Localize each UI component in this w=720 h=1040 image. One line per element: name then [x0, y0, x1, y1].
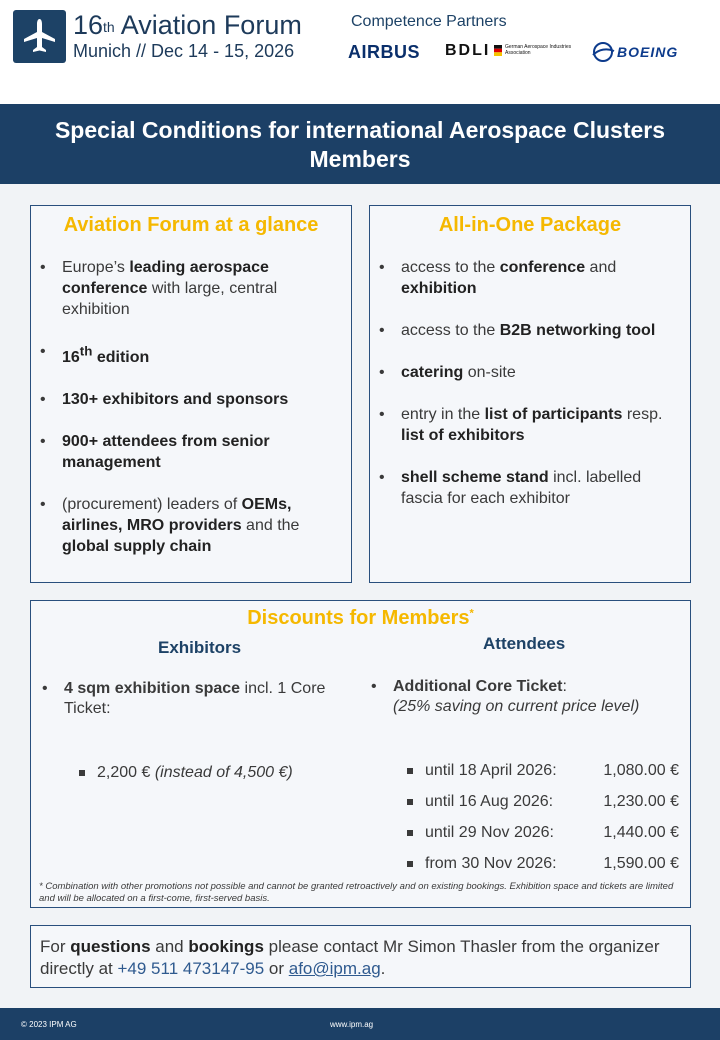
footnote: * Combination with other promotions not possible and cannot be granted retroactively and on existing bookings. Exhibition space and tickets are limited and will be allocated on a first-come, first-served basis. — [39, 881, 674, 904]
discounts-title — [31, 607, 690, 630]
item-text: resp. — [622, 406, 663, 423]
item-text: incl. labelled fascia for each exhibitor — [401, 469, 642, 507]
offer-bold: Additional Core Ticket — [393, 678, 563, 695]
attendee-offer — [393, 677, 683, 717]
boeing-logo: BOEING — [617, 44, 679, 60]
price-amount: 2,200 € — [97, 764, 155, 781]
attendees-heading: Attendees — [483, 634, 566, 653]
item-bold: exhibition — [401, 280, 477, 297]
airplane-icon — [19, 16, 60, 57]
list-item — [401, 467, 681, 509]
item-text: entry in the — [401, 406, 485, 423]
list-item — [401, 320, 681, 341]
forum-title-number: 16 — [73, 10, 104, 40]
edition-suffix: th — [79, 344, 93, 359]
price-row — [425, 793, 679, 811]
item-bold: shell scheme stand — [401, 469, 549, 486]
item-text: on-site — [463, 364, 516, 381]
contact-segment: and — [150, 937, 189, 956]
exhibitors-heading: Exhibitors — [158, 638, 242, 657]
exhibitor-price — [97, 764, 293, 782]
offer-colon: : — [562, 678, 567, 695]
item-bold: global supply chain — [62, 538, 212, 556]
edition-text: edition — [92, 349, 150, 367]
item-text: access to the — [401, 259, 500, 276]
price-label: until 16 Aug 2026: — [425, 793, 554, 810]
page-header — [0, 0, 720, 104]
list-item — [62, 257, 337, 320]
contact-panel — [30, 925, 691, 988]
price-label: from 30 Nov 2026: — [425, 855, 557, 872]
flag-icon — [494, 45, 502, 56]
phone-link[interactable]: +49 511 473147-95 — [117, 959, 265, 978]
footnote-mark: * — [469, 607, 474, 620]
glance-panel — [30, 205, 352, 583]
forum-title-suffix: th — [103, 19, 115, 35]
contact-segment: or — [264, 959, 289, 978]
email-link[interactable]: afo@ipm.ag — [288, 959, 381, 978]
offer-note: (25% saving on current price level) — [393, 698, 640, 715]
list-item — [62, 431, 337, 473]
partners-label: Competence Partners — [351, 13, 507, 30]
airbus-logo: AIRBUS — [348, 42, 421, 62]
price-label: until 29 Nov 2026: — [425, 824, 554, 841]
bdli-subtitle: German Aerospace Industries Association — [505, 44, 572, 56]
contact-text — [40, 936, 680, 980]
price-label: until 18 April 2026: — [425, 762, 557, 779]
item-bold: 130+ exhibitors and sponsors — [62, 391, 289, 409]
glance-title: Aviation Forum at a glance — [63, 214, 319, 236]
discounts-panel — [30, 600, 691, 908]
forum-title — [73, 10, 302, 40]
item-bold: OEMs, airlines, MRO providers — [62, 496, 292, 535]
contact-bold: bookings — [188, 937, 264, 956]
contact-segment: . — [380, 959, 386, 978]
exhibitor-offer — [64, 679, 334, 719]
price-amount: 1,440.00 € — [603, 824, 679, 841]
price-amount: 1,230.00 € — [603, 793, 679, 810]
price-note: (instead of 4,500 €) — [154, 764, 293, 781]
item-bold: list of exhibitors — [401, 427, 525, 444]
price-row — [425, 855, 679, 873]
forum-date: Munich // Dec 14 - 15, 2026 — [73, 41, 295, 61]
item-bold: B2B networking tool — [499, 322, 656, 339]
item-bold: conference — [499, 259, 586, 276]
package-panel — [369, 205, 691, 583]
list-item — [401, 362, 681, 383]
boeing-globe-icon — [591, 40, 615, 64]
forum-logo — [13, 10, 66, 63]
bdli-logo: BDLI — [445, 42, 491, 59]
contact-bold: questions — [70, 937, 151, 956]
banner-line-2: Members — [309, 146, 411, 172]
contact-segment: please contact Mr Simon Thasler from the organizer directly at — [40, 937, 660, 978]
copyright: © 2023 IPM AG — [21, 1020, 77, 1029]
item-text: (procurement) leaders of — [62, 496, 242, 514]
forum-title-text: Aviation Forum — [114, 10, 302, 40]
price-row — [425, 762, 679, 780]
package-title: All-in-One Package — [438, 214, 622, 236]
price-row — [425, 824, 679, 842]
item-text: and — [585, 259, 617, 276]
edition-number: 16 — [62, 349, 80, 367]
item-bold: list of participants — [484, 406, 623, 423]
item-text: Europe’s — [62, 259, 130, 276]
item-bold: 900+ attendees from senior management — [62, 433, 270, 472]
item-bold: catering — [401, 364, 464, 381]
list-item — [62, 389, 337, 410]
page-footer — [0, 1008, 720, 1040]
banner-line-1: Special Conditions for international Aerospace Clusters — [54, 117, 666, 143]
discounts-title-text: Discounts for Members — [247, 607, 470, 629]
item-bold: leading aerospace conference — [62, 259, 269, 297]
list-item — [401, 257, 681, 299]
list-item — [62, 494, 337, 557]
list-item — [401, 404, 681, 446]
item-text: with large, central exhibition — [62, 280, 278, 318]
website-link[interactable]: www.ipm.ag — [330, 1020, 374, 1029]
contact-segment: For — [40, 937, 71, 956]
glance-list — [62, 257, 337, 557]
item-bold — [62, 344, 150, 367]
item-text: and the — [241, 517, 300, 535]
price-amount: 1,080.00 € — [603, 762, 679, 779]
item-text: access to the — [401, 322, 500, 339]
offer-bold: 4 sqm exhibition space — [64, 680, 241, 697]
list-item — [62, 341, 337, 368]
offer-text: incl. 1 Core Ticket: — [64, 680, 326, 717]
package-list — [401, 257, 681, 509]
page-banner — [0, 104, 720, 184]
price-amount: 1,590.00 € — [603, 855, 679, 872]
